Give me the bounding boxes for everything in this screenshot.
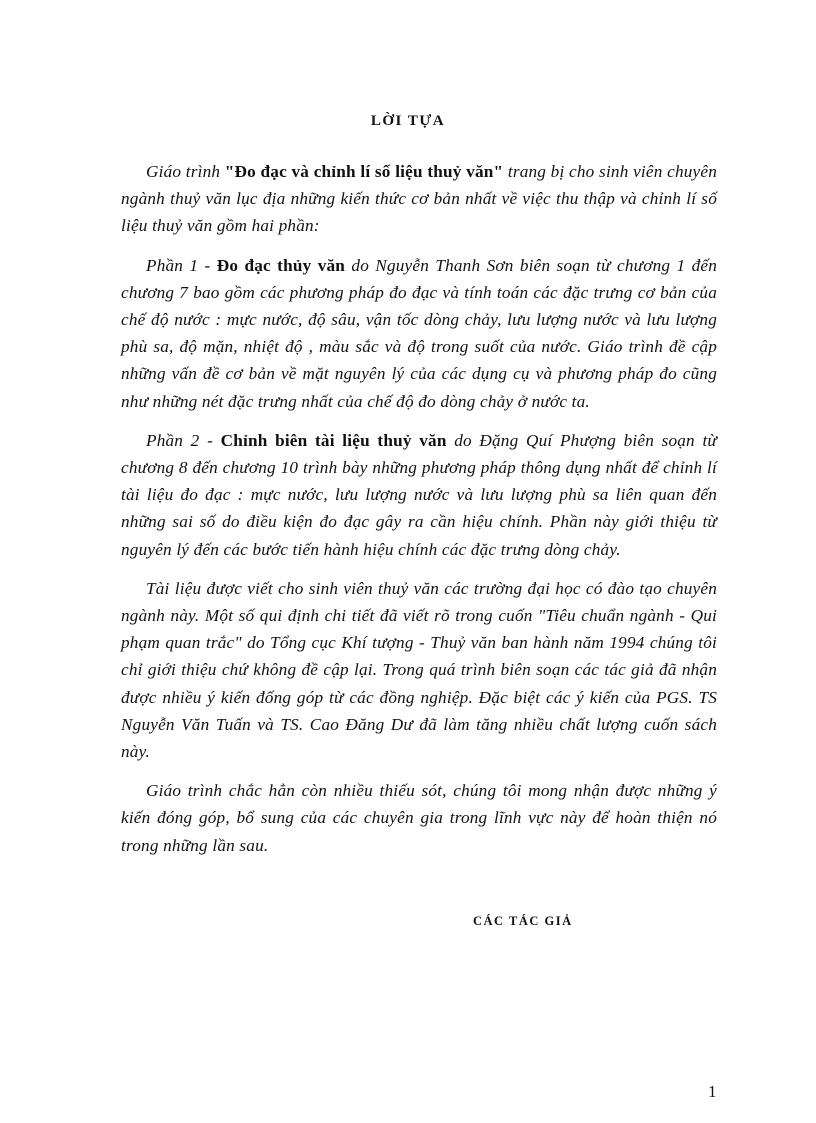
page-title: LỜI TỰA [370, 113, 446, 129]
part-2-title-bold: Chỉnh biên tài liệu thuỷ văn [220, 430, 447, 450]
paragraph-part-1 [121, 252, 717, 415]
paragraph-acknowledgements [121, 575, 717, 765]
page-number: 1 [708, 1082, 717, 1101]
book-title-bold: "Đo đạc và chỉnh lí số liệu thuỷ văn" [224, 162, 504, 181]
paragraph-text: Giáo trình chắc hẳn còn nhiều thiếu sót, chúng tôi mong nhận được những ý kiến đóng góp, bổ sung của các chuyên gia trong lĩnh vực này để hoàn thiện nó trong những lần sau. [121, 781, 717, 855]
signature: CÁC TÁC GIẢ [473, 914, 573, 928]
preface-body [121, 158, 717, 871]
part-1-title-bold: Đo đạc thủy văn [216, 255, 346, 275]
paragraph-text: trang bị cho sinh viên chuyên ngành thuỷ văn lục địa những kiến thức cơ bản nhất về việc thu thập và chỉnh lí số liệu thuỷ văn gồm hai phần: [121, 162, 717, 236]
paragraph-text: Phần 1 - [146, 255, 217, 275]
paragraph-text: Tài liệu được viết cho sinh viên thuỷ văn các trường đại học có đào tạo chuyên ngành này. Một số qui định chi tiết đã viết rõ trong cuốn "Tiêu chuẩn ngành - Qui phạm quan trắc" do Tổng cục Khí tượng - Thuỷ văn ban hành năm 1994 chúng tôi chỉ giới thiệu chứ không đề cập lại. Trong quá trình biên soạn các tác giả đã nhận được nhiều ý kiến đống góp từ các đồng nghiệp. Đặc biệt các ý kiến của PGS. TS Nguyễn Văn Tuấn và TS. Cao Đăng Dư đã làm tăng nhiều chất lượng cuốn sách này. [121, 578, 717, 762]
paragraph-intro [121, 158, 717, 240]
paragraph-text: do Đặng Quí Phượng biên soạn từ chương 8 đến chương 10 trình bày những phương pháp thông dụng nhất để chỉnh lí tài liệu đo đạc : mực nước, lưu lượng nước và lưu lượng phù sa liên quan đến những sai số do điều kiện đo đạc gây ra cần hiệu chính. Phần này giới thiệu từ nguyên lý đến các bước tiến hành hiệu chính các đặc trưng dòng chảy. [121, 430, 718, 559]
paragraph-text: Phần 2 - [146, 430, 221, 450]
paragraph-part-2 [121, 427, 717, 563]
paragraph-text: do Nguyễn Thanh Sơn biên soạn từ chương 1 đến chương 7 bao gồm các phương pháp đo đạc và tính toán các đặc trưng cơ bản của chế độ nước : mực nước, độ sâu, vận tốc dòng chảy, lưu lượng nước và lưu lượng phù sa, độ mặn, nhiệt độ , màu sắc và độ trong suốt của nước. Giáo trình đề cập những vấn đề cơ bản về mặt nguyên lý của các dụng cụ và phương pháp đo cũng như những nét đặc trưng nhất của chế độ đo dòng chảy ở nước ta. [121, 255, 718, 411]
paragraph-text: Giáo trình [146, 162, 225, 181]
paragraph-closing [121, 777, 717, 859]
